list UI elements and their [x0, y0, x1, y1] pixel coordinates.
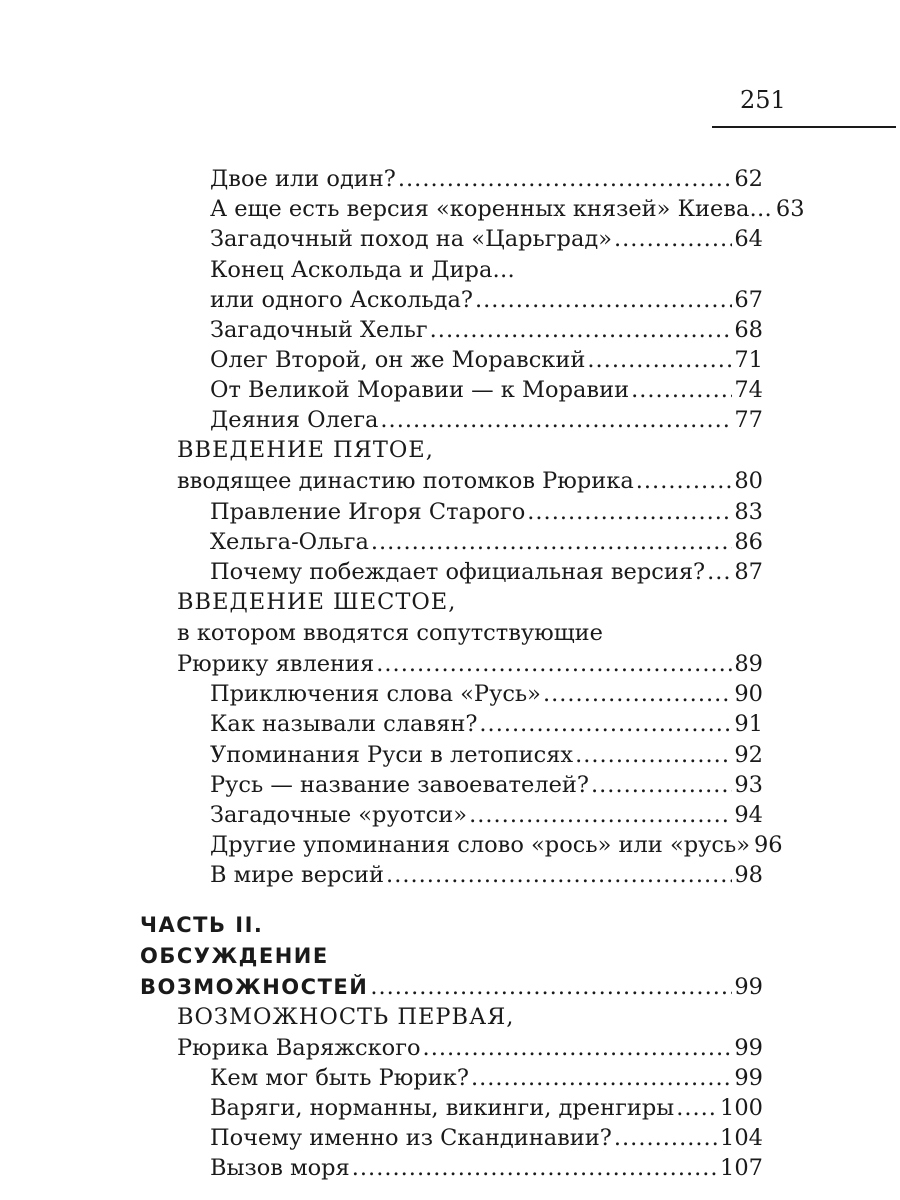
- toc-part-heading: [140, 940, 763, 972]
- toc-entry: [210, 163, 763, 195]
- toc-entry-page: 89: [734, 651, 763, 677]
- toc-entry-title: Кем мог быть Рюрик?: [210, 1065, 469, 1091]
- toc-entry: [210, 496, 763, 528]
- toc-entry-title: Правление Игоря Старого: [210, 499, 526, 525]
- toc-entry-page: 104: [720, 1125, 763, 1151]
- toc-entry-page: 63: [775, 196, 805, 222]
- toc-entry: [210, 193, 805, 225]
- toc-entry: [210, 314, 763, 346]
- toc-entry-page: 94: [734, 802, 763, 828]
- toc-entry-page: 87: [734, 559, 763, 585]
- toc-entry: [177, 465, 763, 497]
- toc-entry: [210, 254, 763, 286]
- toc-entry-title: Двое или один?: [210, 166, 396, 192]
- toc-entry: [210, 1122, 763, 1154]
- header-rule: [712, 126, 896, 128]
- toc-entry-page: 74: [734, 377, 763, 403]
- toc-entry: [177, 1032, 763, 1064]
- toc-entry-title: ОБСУЖДЕНИЕ: [140, 944, 329, 968]
- toc-entry: [210, 374, 763, 406]
- toc-entry-title: Хельга-Ольга: [210, 529, 369, 555]
- toc-leader-dots: [614, 1122, 718, 1154]
- toc-leader-dots: [479, 708, 732, 740]
- toc-entry-title: Деяния Олега: [210, 407, 379, 433]
- toc-entry-title: Загадочные «руотси»: [210, 802, 468, 828]
- toc-entry-title: Другие упоминания слово «рось» или «русь»: [210, 832, 750, 858]
- toc-entry-page: 92: [734, 742, 763, 768]
- toc-entry-title: Варяги, норманны, викинги, дренгиры: [210, 1095, 675, 1121]
- toc-leader-dots: [370, 971, 732, 1003]
- toc-entry-page: 99: [734, 1035, 763, 1061]
- toc-section-heading: [177, 434, 763, 466]
- toc-entry: [210, 1092, 763, 1124]
- toc-entry: [177, 648, 763, 680]
- toc-leader-dots: [676, 1092, 718, 1124]
- toc-entry-title: Рюрику явления: [177, 651, 375, 677]
- toc-entry-title: Конец Аскольда и Дира…: [210, 257, 515, 283]
- toc-leader-dots: [430, 314, 733, 346]
- toc-leader-dots: [380, 404, 732, 436]
- toc-leader-dots: [398, 163, 732, 195]
- toc-entry-title: Почему именно из Скандинавии?: [210, 1125, 612, 1151]
- toc-entry-title: Загадочный поход на «Царьград»: [210, 226, 612, 252]
- toc-leader-dots: [587, 344, 732, 376]
- toc-entry-title: Олег Второй, он же Моравский: [210, 347, 586, 373]
- toc-entry-title: От Великой Моравии — к Моравии: [210, 377, 630, 403]
- toc-entry-page: 100: [720, 1095, 763, 1121]
- toc-leader-dots: [707, 556, 732, 588]
- toc-entry-title: ВВЕДЕНИЕ ШЕСТОЕ,: [177, 589, 457, 615]
- toc-entry-page: 99: [734, 974, 763, 1000]
- toc-entry: [210, 739, 763, 771]
- toc-leader-dots: [527, 496, 732, 528]
- toc-entry-title: вводящее династию потомков Рюрика: [177, 468, 634, 494]
- toc-entry-title: ВОЗМОЖНОСТЕЙ: [140, 975, 369, 999]
- page-number: 251: [740, 86, 786, 114]
- toc-leader-dots: [575, 739, 732, 771]
- toc-leader-dots: [591, 769, 732, 801]
- toc-section-heading: [177, 586, 763, 618]
- toc-entry-page: 64: [734, 226, 763, 252]
- toc-entry: [210, 829, 783, 861]
- toc-entry-page: 68: [734, 317, 763, 343]
- toc-leader-dots: [471, 1062, 732, 1094]
- toc-leader-dots: [636, 465, 733, 497]
- toc-entry-title: Приключения слова «Русь»: [210, 681, 541, 707]
- toc-entry: [210, 526, 763, 558]
- toc-entry-page: 80: [734, 468, 763, 494]
- toc-entry: [210, 223, 763, 255]
- toc-entry-page: 62: [734, 166, 763, 192]
- toc-leader-dots: [631, 374, 732, 406]
- toc-leader-dots: [475, 284, 732, 316]
- toc-entry: [210, 1152, 763, 1184]
- toc-entry-page: 96: [753, 832, 783, 858]
- toc-entry: [210, 404, 763, 436]
- toc-leader-dots: [386, 859, 732, 891]
- toc-entry-title: ЧАСТЬ II.: [140, 913, 264, 937]
- toc-entry: [210, 284, 763, 316]
- toc-entry: [210, 556, 763, 588]
- toc-entry-title: Загадочный Хельг: [210, 317, 428, 343]
- toc-leader-dots: [614, 223, 732, 255]
- toc-entry-title: В мире версий: [210, 862, 385, 888]
- toc-entry-title: Почему побеждает официальная версия?: [210, 559, 706, 585]
- toc-entry-title: ВВЕДЕНИЕ ПЯТОЕ,: [177, 437, 434, 463]
- toc-entry-page: 77: [734, 407, 763, 433]
- toc-entry: [210, 799, 763, 831]
- toc-entry-title: Рюрика Варяжского: [177, 1035, 421, 1061]
- toc-entry-title: или одного Аскольда?: [210, 287, 473, 313]
- toc-leader-dots: [423, 1032, 733, 1064]
- toc-entry: [210, 344, 763, 376]
- toc-entry-title: ВОЗМОЖНОСТЬ ПЕРВАЯ,: [177, 1004, 515, 1030]
- toc-section-heading: [177, 1001, 763, 1033]
- toc-entry-title: Как называли славян?: [210, 711, 478, 737]
- toc-entry-page: 91: [734, 711, 763, 737]
- toc-leader-dots: [376, 648, 732, 680]
- toc-entry-title: Вызов моря: [210, 1155, 350, 1181]
- toc-entry: [210, 769, 763, 801]
- toc-entry-page: 67: [734, 287, 763, 313]
- toc-leader-dots: [352, 1152, 718, 1184]
- toc-entry: [210, 859, 763, 891]
- toc-entry: [210, 708, 763, 740]
- toc-entry-title: Русь — название завоевателей?: [210, 772, 589, 798]
- toc-part-heading: [140, 909, 763, 941]
- toc-part-heading: [140, 971, 763, 1003]
- toc-entry-page: 86: [734, 529, 763, 555]
- toc-entry-title: Упоминания Руси в летописях: [210, 742, 574, 768]
- toc-leader-dots: [543, 678, 732, 710]
- toc-entry-page: 107: [720, 1155, 763, 1181]
- toc-entry-page: 93: [734, 772, 763, 798]
- toc-entry: [177, 617, 763, 649]
- toc-entry-page: 99: [734, 1065, 763, 1091]
- toc-entry-title: в котором вводятся сопутствующие: [177, 620, 603, 646]
- toc-entry-title: А еще есть версия «коренных князей» Киева…: [210, 196, 772, 222]
- toc-leader-dots: [469, 799, 732, 831]
- toc-entry: [210, 1062, 763, 1094]
- toc-entry-page: 71: [734, 347, 763, 373]
- toc-entry: [210, 678, 763, 710]
- toc-leader-dots: [371, 526, 732, 558]
- toc-entry-page: 83: [734, 499, 763, 525]
- toc-entry-page: 90: [734, 681, 763, 707]
- toc-entry-page: 98: [734, 862, 763, 888]
